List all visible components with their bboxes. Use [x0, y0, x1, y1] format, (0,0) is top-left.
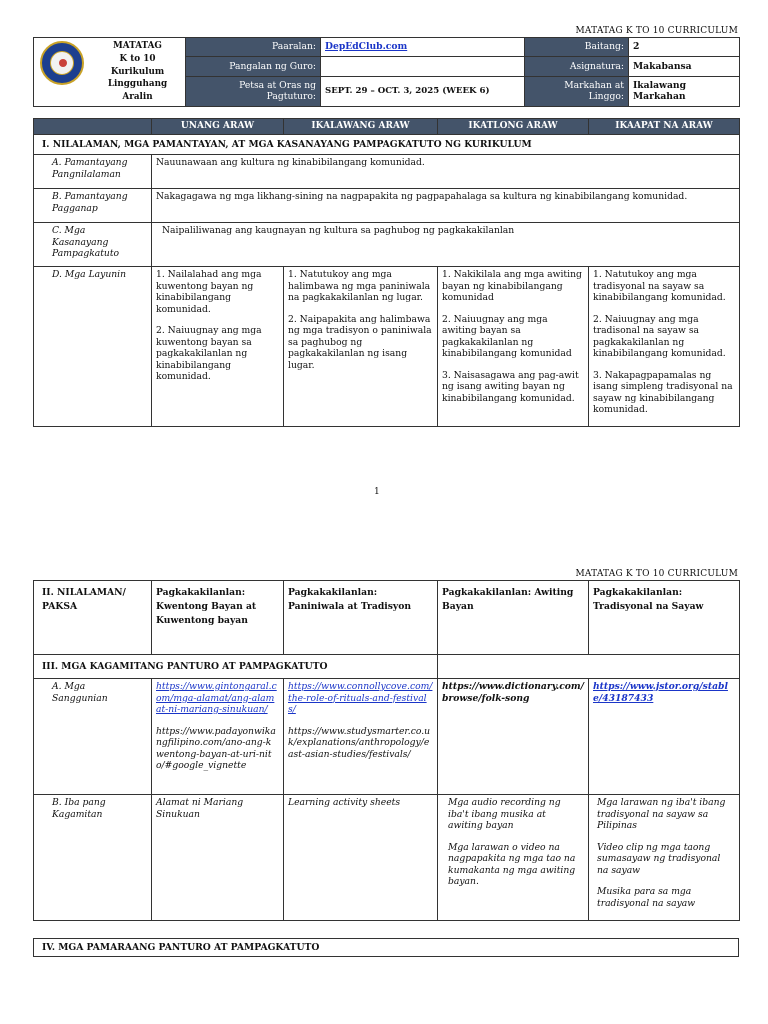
mga-layunin-label: D. Mga Layunin [34, 267, 152, 427]
paksa-day4: Pagkakakilanlan: Tradisyonal na Sayaw [589, 581, 740, 655]
paksa-day3: Pagkakakilanlan: Awiting Bayan [438, 581, 589, 655]
layunin-day2-item1: 1. Natutukoy ang mga halimbawa ng mga paniniwala na pagkakakilanlan ng lugar. [288, 269, 431, 304]
title-matatag: MATATAG [113, 41, 162, 51]
petsa-label: Petsa at Oras ng Pagtuturo: [186, 76, 321, 106]
kagamitan-day2: Learning activity sheets [284, 795, 438, 921]
pamantayang-pangnilalaman-label: A. Pamantayang Pangnilalaman [34, 155, 152, 189]
section1-table [33, 118, 740, 427]
asignatura-value: Makabansa [629, 57, 740, 76]
title-lingguhang-aralin: Lingguhang Aralin [107, 79, 168, 102]
section4-table [33, 938, 739, 957]
baitang-value: 2 [629, 38, 740, 57]
kagamitan-day4-item1: Mga larawan ng iba't ibang tradisyonal na sayaw sa Pilipinas [597, 797, 726, 831]
pamantayang-pangnilalaman-value: Nauunawaan ang kultura ng kinabibilangang komunidad. [152, 155, 740, 189]
section2-title: II. NILALAMAN/ PAKSA [34, 581, 152, 655]
layunin-day1 [152, 267, 284, 427]
layunin-day3-item1: 1. Nakikilala ang mga awiting bayan ng kinabibilangang komunidad [442, 269, 582, 304]
layunin-day1-item1: 1. Nailalahad ang mga kuwentong bayan ng kinabibilangang komunidad. [156, 269, 262, 315]
petsa-value: SEPT. 29 – OCT. 3, 2025 (WEEK 6) [321, 76, 525, 106]
title-kurikulum: K to 10 Kurikulum [110, 53, 165, 77]
sanggunian-day4-link[interactable]: https://www.jstor.org/stable/43187433 [593, 681, 728, 704]
kagamitan-day4-item3: Musika para sa mga tradisyonal na sayaw [597, 886, 696, 909]
section1-title: I. NILALAMAN, MGA PAMANTAYAN, AT MGA KASANAYANG PAMPAGKATUTO NG KURIKULUM [34, 135, 740, 155]
guro-value [321, 57, 525, 76]
sanggunian-day1-text: https://www.padayonwikangfilipino.com/ano-ang-kwentong-bayan-at-uri-nito/#google_vignette [156, 725, 276, 771]
sanggunian-day2-link[interactable]: https://www.connollycove.com/the-role-of-rituals-and-festivals/ [288, 681, 433, 715]
sanggunian-day1-link[interactable]: https://www.gintongaral.com/mga-alamat/ang-alamat-ni-mariang-sinukuan/ [156, 681, 277, 715]
layunin-day4-item3: 3. Nakapagpapamalas ng isang simpleng tradisyonal na sayaw ng kinabibilangang komunidad. [593, 369, 733, 416]
sanggunian-day1 [152, 679, 284, 795]
asignatura-label: Asignatura: [525, 57, 629, 76]
day-header-4: IKAAPAT NA ARAW [589, 119, 740, 135]
layunin-day4-item2: 2. Naiuugnay ang mga tradisonal na sayaw sa pagkakakilanlan ng kinabibilangang komunidad. [593, 313, 726, 360]
layunin-day4 [589, 267, 740, 427]
kagamitan-day3-item2: Mga larawan o video na nagpapakita ng mga tao na kumakanta ng mga awiting bayan. [448, 841, 576, 887]
baitang-label: Baitang: [525, 38, 629, 57]
paksa-day2: Pagkakakilanlan: Paniniwala at Tradisyon [284, 581, 438, 655]
sanggunian-day4 [589, 679, 740, 795]
layunin-day1-item2: 2. Naiuugnay ang mga kuwentong bayan sa pagkakakilanlan ng kinabibilangang komunidad. [156, 325, 262, 383]
layunin-day3-item3: 3. Naisasagawa ang pag-awit ng isang awiting bayan ng kinabibilangang komunidad. [442, 369, 579, 404]
pamantayang-pagganap-label: B. Pamantayang Pagganap [34, 189, 152, 223]
layunin-day2-item2: 2. Naipapakita ang halimbawa ng mga tradisyon o paniniwala sa paghubog ng pagkakakilanlan ng isang lugar. [288, 313, 432, 371]
markahan-label: Markahan at Linggo: [525, 76, 629, 106]
kagamitan-day3 [438, 795, 589, 921]
pamantayang-pagganap-value: Nakagagawa ng mga likhang-sining na nagpapakita ng pagpapahalaga sa kultura ng kinabibilangang komunidad. [152, 189, 740, 223]
curriculum-label-page2: MATATAG K TO 10 CURRICULUM [575, 569, 738, 579]
kagamitan-day4-item2: Video clip ng mga taong sumasayaw ng tradisyonal na sayaw [597, 841, 721, 876]
guro-label: Pangalan ng Guro: [186, 57, 321, 76]
day-header-1: UNANG ARAW [152, 119, 284, 135]
mga-sanggunian-label: A. Mga Sanggunian [34, 679, 152, 795]
day-header-3: IKATLONG ARAW [438, 119, 589, 135]
paksa-day1: Pagkakakilanlan: Kwentong Bayan at Kuwentong bayan [152, 581, 284, 655]
section4-title: IV. MGA PAMARAANG PANTURO AT PAMPAGKATUTO [34, 939, 739, 957]
layunin-day4-item1: 1. Natutukoy ang mga tradisyonal na sayaw sa kinabibilangang komunidad. [593, 269, 726, 304]
school-title-block [34, 38, 186, 107]
sanggunian-day2 [284, 679, 438, 795]
page-number: 1 [374, 487, 380, 497]
iba-pang-kagamitan-label: B. Iba pang Kagamitan [34, 795, 152, 921]
kagamitan-day4 [589, 795, 740, 921]
day-header-2: IKALAWANG ARAW [284, 119, 438, 135]
kagamitan-day3-item1: Mga audio recording ng iba't ibang musika at awiting bayan [448, 797, 561, 831]
sanggunian-day3: https://www.dictionary.com/browse/folk-song [438, 679, 589, 795]
paaralan-label: Paaralan: [186, 38, 321, 57]
markahan-value: Ikalawang Markahan [629, 76, 740, 106]
paaralan-value[interactable]: DepEdClub.com [321, 38, 525, 57]
kagamitan-day1: Alamat ni Mariang Sinukuan [152, 795, 284, 921]
sanggunian-day2-text: https://www.studysmarter.co.uk/explanations/anthropology/east-asian-studies/festivals/ [288, 725, 431, 760]
kasanayang-pampagkatuto-value: Naipaliliwanag ang kaugnayan ng kultura sa paghubog ng pagkakakilanlan [152, 223, 740, 267]
kasanayang-pampagkatuto-label: C. Mga Kasanayang Pampagkatuto [34, 223, 152, 267]
layunin-day3 [438, 267, 589, 427]
layunin-day3-item2: 2. Naiuugnay ang mga awiting bayan sa pagkakakilanlan ng kinabibilangang komunidad [442, 313, 572, 360]
curriculum-label: MATATAG K TO 10 CURRICULUM [575, 26, 738, 36]
header-table [33, 37, 740, 107]
layunin-day2 [284, 267, 438, 427]
section2-3-table [33, 580, 740, 921]
section3-title: III. MGA KAGAMITANG PANTURO AT PAMPAGKATUTO [34, 655, 438, 679]
